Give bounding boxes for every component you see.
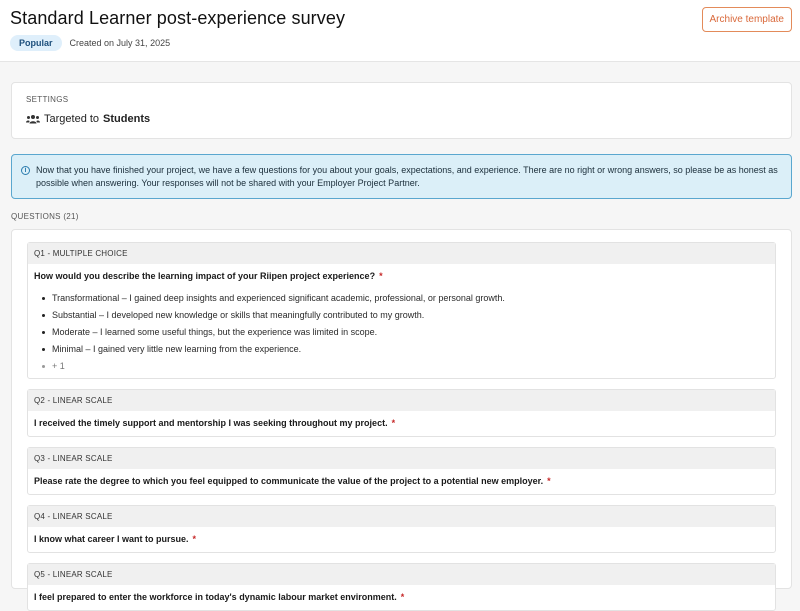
main-content bbox=[0, 62, 800, 602]
users-icon bbox=[26, 114, 40, 124]
question-text: I know what career I want to pursue. * bbox=[34, 534, 197, 544]
options-list bbox=[28, 289, 775, 378]
info-icon: i bbox=[21, 166, 30, 175]
option-item: Transformational – I gained deep insights and experienced significant academic, professional, or personal growth. bbox=[42, 289, 769, 306]
question-header: Q3 - LINEAR SCALE bbox=[28, 448, 775, 469]
more-options[interactable]: + 1 bbox=[42, 357, 769, 374]
question-header: Q4 - LINEAR SCALE bbox=[28, 506, 775, 527]
question-card-q3 bbox=[27, 447, 776, 495]
page-title: Standard Learner post-experience survey bbox=[10, 8, 346, 28]
question-header: Q1 - MULTIPLE CHOICE bbox=[28, 243, 775, 264]
question-card-q4 bbox=[27, 505, 776, 553]
created-date: Created on July 31, 2025 bbox=[69, 38, 171, 48]
required-marker: * bbox=[400, 592, 405, 602]
question-card-q1 bbox=[27, 242, 776, 379]
settings-card bbox=[11, 82, 792, 139]
question-text: I received the timely support and mentorship I was seeking throughout my project. * bbox=[34, 418, 396, 428]
option-item: Minimal – I gained very little new learning from the experience. bbox=[42, 340, 769, 357]
question-card-q2 bbox=[27, 389, 776, 437]
question-text: Please rate the degree to which you feel equipped to communicate the value of the project to a potential new employer. * bbox=[34, 476, 551, 486]
option-item: Moderate – I learned some useful things, but the experience was limited in scope. bbox=[42, 323, 769, 340]
targeted-prefix: Targeted to bbox=[44, 113, 100, 125]
questions-panel bbox=[11, 229, 792, 602]
required-marker: * bbox=[379, 271, 383, 281]
page-header bbox=[0, 0, 800, 62]
questions-count-label: QUESTIONS (21) bbox=[11, 212, 79, 221]
question-text: I feel prepared to enter the workforce in today's dynamic labour market environment. * bbox=[34, 592, 405, 602]
option-item: Substantial – I developed new knowledge or skills that meaningfully contributed to my growth. bbox=[42, 306, 769, 323]
info-text: Now that you have finished your project, we have a few questions for you about your goals, expectations, and experience. There are no right or wrong answers, so please be as honest as possible when answering. Your responses will not be shared with your Employer Project Partner. bbox=[36, 165, 778, 188]
targeted-value: Students bbox=[103, 113, 151, 125]
settings-label: SETTINGS bbox=[26, 95, 69, 104]
archive-template-button[interactable]: Archive template bbox=[702, 7, 792, 32]
targeted-row bbox=[26, 113, 777, 125]
question-text: How would you describe the learning impact of your Riipen project experience? * bbox=[34, 271, 383, 281]
required-marker: * bbox=[391, 418, 396, 428]
question-header: Q2 - LINEAR SCALE bbox=[28, 390, 775, 411]
required-marker: * bbox=[192, 534, 197, 544]
info-banner bbox=[11, 154, 792, 199]
popular-badge: Popular bbox=[10, 35, 62, 51]
required-marker: * bbox=[547, 476, 551, 486]
meta-row bbox=[10, 35, 790, 51]
question-card-q5 bbox=[27, 563, 776, 611]
question-header: Q5 - LINEAR SCALE bbox=[28, 564, 775, 585]
